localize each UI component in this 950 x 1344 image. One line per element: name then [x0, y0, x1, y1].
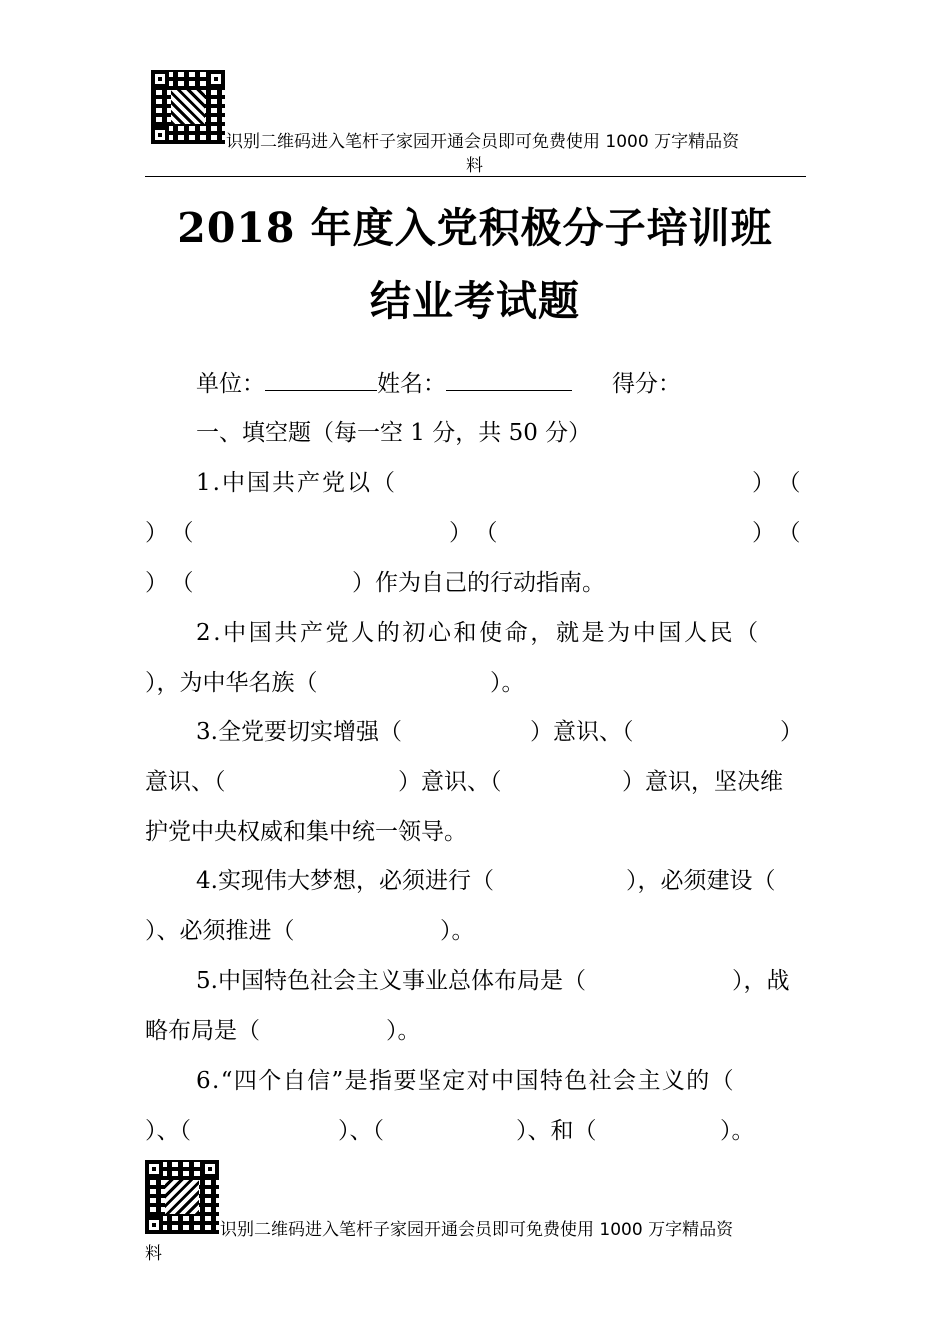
q2-text: ），为中华名族（ [145, 670, 318, 696]
q5-text: 略布局是（ [145, 1018, 260, 1044]
score-label: 得分： [612, 371, 681, 397]
page-title-line1: 2018 年度入党积极分子培训班 [177, 204, 773, 252]
q6-text: ）、（ [145, 1118, 191, 1144]
q4-text: ）、必须推进（ [145, 918, 295, 944]
q2-text: 2.中国共产党人的初心和使命，就是为中国人民（ [196, 620, 761, 646]
header-banner-line1: 识别二维码进入笔杆子家园开通会员即可免费使用 1000 万字精品资 [226, 132, 740, 152]
page-title-line2: 结业考试题 [370, 277, 580, 325]
q1-text: ）（ [145, 570, 208, 596]
q6-text: ）、和（ [516, 1118, 597, 1144]
q1-text: 1.中国共产党以（ [196, 470, 397, 496]
q6-text: 6.“四个自信”是指要坚定对中国特色社会主义的（ [196, 1068, 736, 1094]
q1-text: ）（ [752, 470, 815, 496]
qr-code-icon [145, 1160, 219, 1234]
info-row [196, 368, 681, 399]
q3-text: ）意识、（ [530, 719, 634, 745]
name-field[interactable] [446, 368, 572, 391]
q3-text: 意识、（ [145, 769, 226, 795]
q1-text: ）（ [145, 520, 208, 546]
header-rule [145, 176, 806, 177]
q3-text: ）意识，坚决维 [622, 769, 783, 795]
q5-text: ），战 [732, 968, 790, 994]
q1-text: ）作为自己的行动指南。 [352, 570, 605, 596]
q5-text: ）。 [386, 1018, 421, 1044]
q6-text: ）。 [720, 1118, 755, 1144]
unit-field[interactable] [265, 368, 377, 391]
q2-text: ）。 [490, 670, 525, 696]
qr-code-icon [151, 70, 225, 144]
q4-text: ），必须建设（ [626, 868, 776, 894]
q1-text: ）（ [752, 520, 815, 546]
q1-text: ）（ [449, 520, 512, 546]
footer-banner-line2: 料 [145, 1244, 162, 1264]
q6-text: ）、（ [338, 1118, 384, 1144]
q3-text: ）意识、（ [398, 769, 502, 795]
q4-text: 4.实现伟大梦想，必须进行（ [196, 868, 494, 894]
q4-text: ）。 [440, 918, 475, 944]
name-label: 姓名： [377, 371, 446, 397]
unit-label: 单位： [196, 371, 265, 397]
q5-text: 5.中国特色社会主义事业总体布局是（ [196, 968, 586, 994]
q3-text: 3.全党要切实增强（ [196, 719, 402, 745]
section-heading: 一、填空题（每一空 1 分，共 50 分） [196, 420, 592, 446]
header-banner-line2: 料 [466, 156, 483, 176]
q3-text: ） [780, 719, 803, 745]
q3-text: 护党中央权威和集中统一领导。 [145, 819, 467, 845]
footer-banner-line1: 识别二维码进入笔杆子家园开通会员即可免费使用 1000 万字精品资 [220, 1220, 734, 1240]
